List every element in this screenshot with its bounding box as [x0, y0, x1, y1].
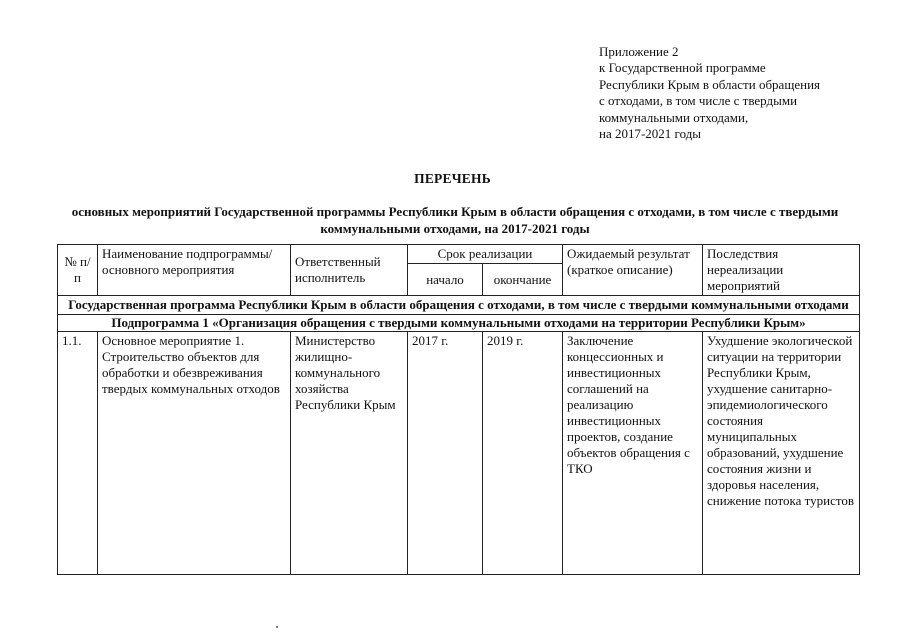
header-start: начало — [408, 264, 483, 296]
appendix-line: Республики Крым в области обращения — [599, 76, 820, 92]
appendix-line: коммунальными отходами, — [599, 109, 749, 125]
appendix-line: Приложение 2 — [599, 44, 679, 59]
row-name: Основное мероприятие 1. Строительство объектов для обработки и обезвреживания твердых коммунальных отходов — [98, 332, 291, 575]
subprogram-row: Подпрограмма 1 «Организация обращения с твердыми коммунальными отходами на территории Республики Крым» — [58, 315, 860, 332]
header-executor: Ответственный исполнитель — [291, 245, 408, 296]
row-number: 1.1. — [58, 332, 98, 575]
appendix-note — [599, 44, 889, 142]
header-name: Наименование подпрограммы/ основного мероприятия — [98, 245, 291, 296]
appendix-line: с отходами, в том числе с твердыми — [599, 93, 798, 109]
row-end: 2019 г. — [483, 332, 563, 575]
scan-speck — [276, 626, 278, 628]
measures-table — [57, 244, 860, 575]
appendix-line: на 2017-2021 годы — [599, 126, 702, 142]
header-consequences: Последствия нереализации мероприятий — [703, 245, 860, 296]
document-subtitle: основных мероприятий Государственной программы Республики Крым в области обращения с отходами, в том числе с твердыми коммунальными отходами, на 2017-2021 годы — [71, 204, 839, 236]
row-result: Заключение концессионных и инвестиционных соглашений на реализацию инвестиционных проектов, создание объектов обращения с ТКО — [563, 332, 703, 575]
header-number: № п/п — [58, 245, 98, 296]
row-start: 2017 г. — [408, 332, 483, 575]
appendix-line: к Государственной программе — [599, 60, 766, 76]
program-row: Государственная программа Республики Крым в области обращения с отходами, в том числе с твердыми коммунальными отходами — [58, 296, 860, 315]
document-title: ПЕРЕЧЕНЬ — [414, 171, 491, 186]
row-executor: Министерство жилищно-коммунального хозяйства Республики Крым — [291, 332, 408, 575]
header-result: Ожидаемый результат (краткое описание) — [563, 245, 703, 296]
header-end: окончание — [483, 264, 563, 296]
table-row — [58, 332, 860, 575]
row-consequences: Ухудшение экологической ситуации на территории Республики Крым, ухудшение санитарно-эпидемиологического состояния муниципальных образований, ухудшение состояния жизни и здоровья населения, снижение потока туристов — [703, 332, 860, 575]
header-period: Срок реализации — [408, 245, 563, 264]
